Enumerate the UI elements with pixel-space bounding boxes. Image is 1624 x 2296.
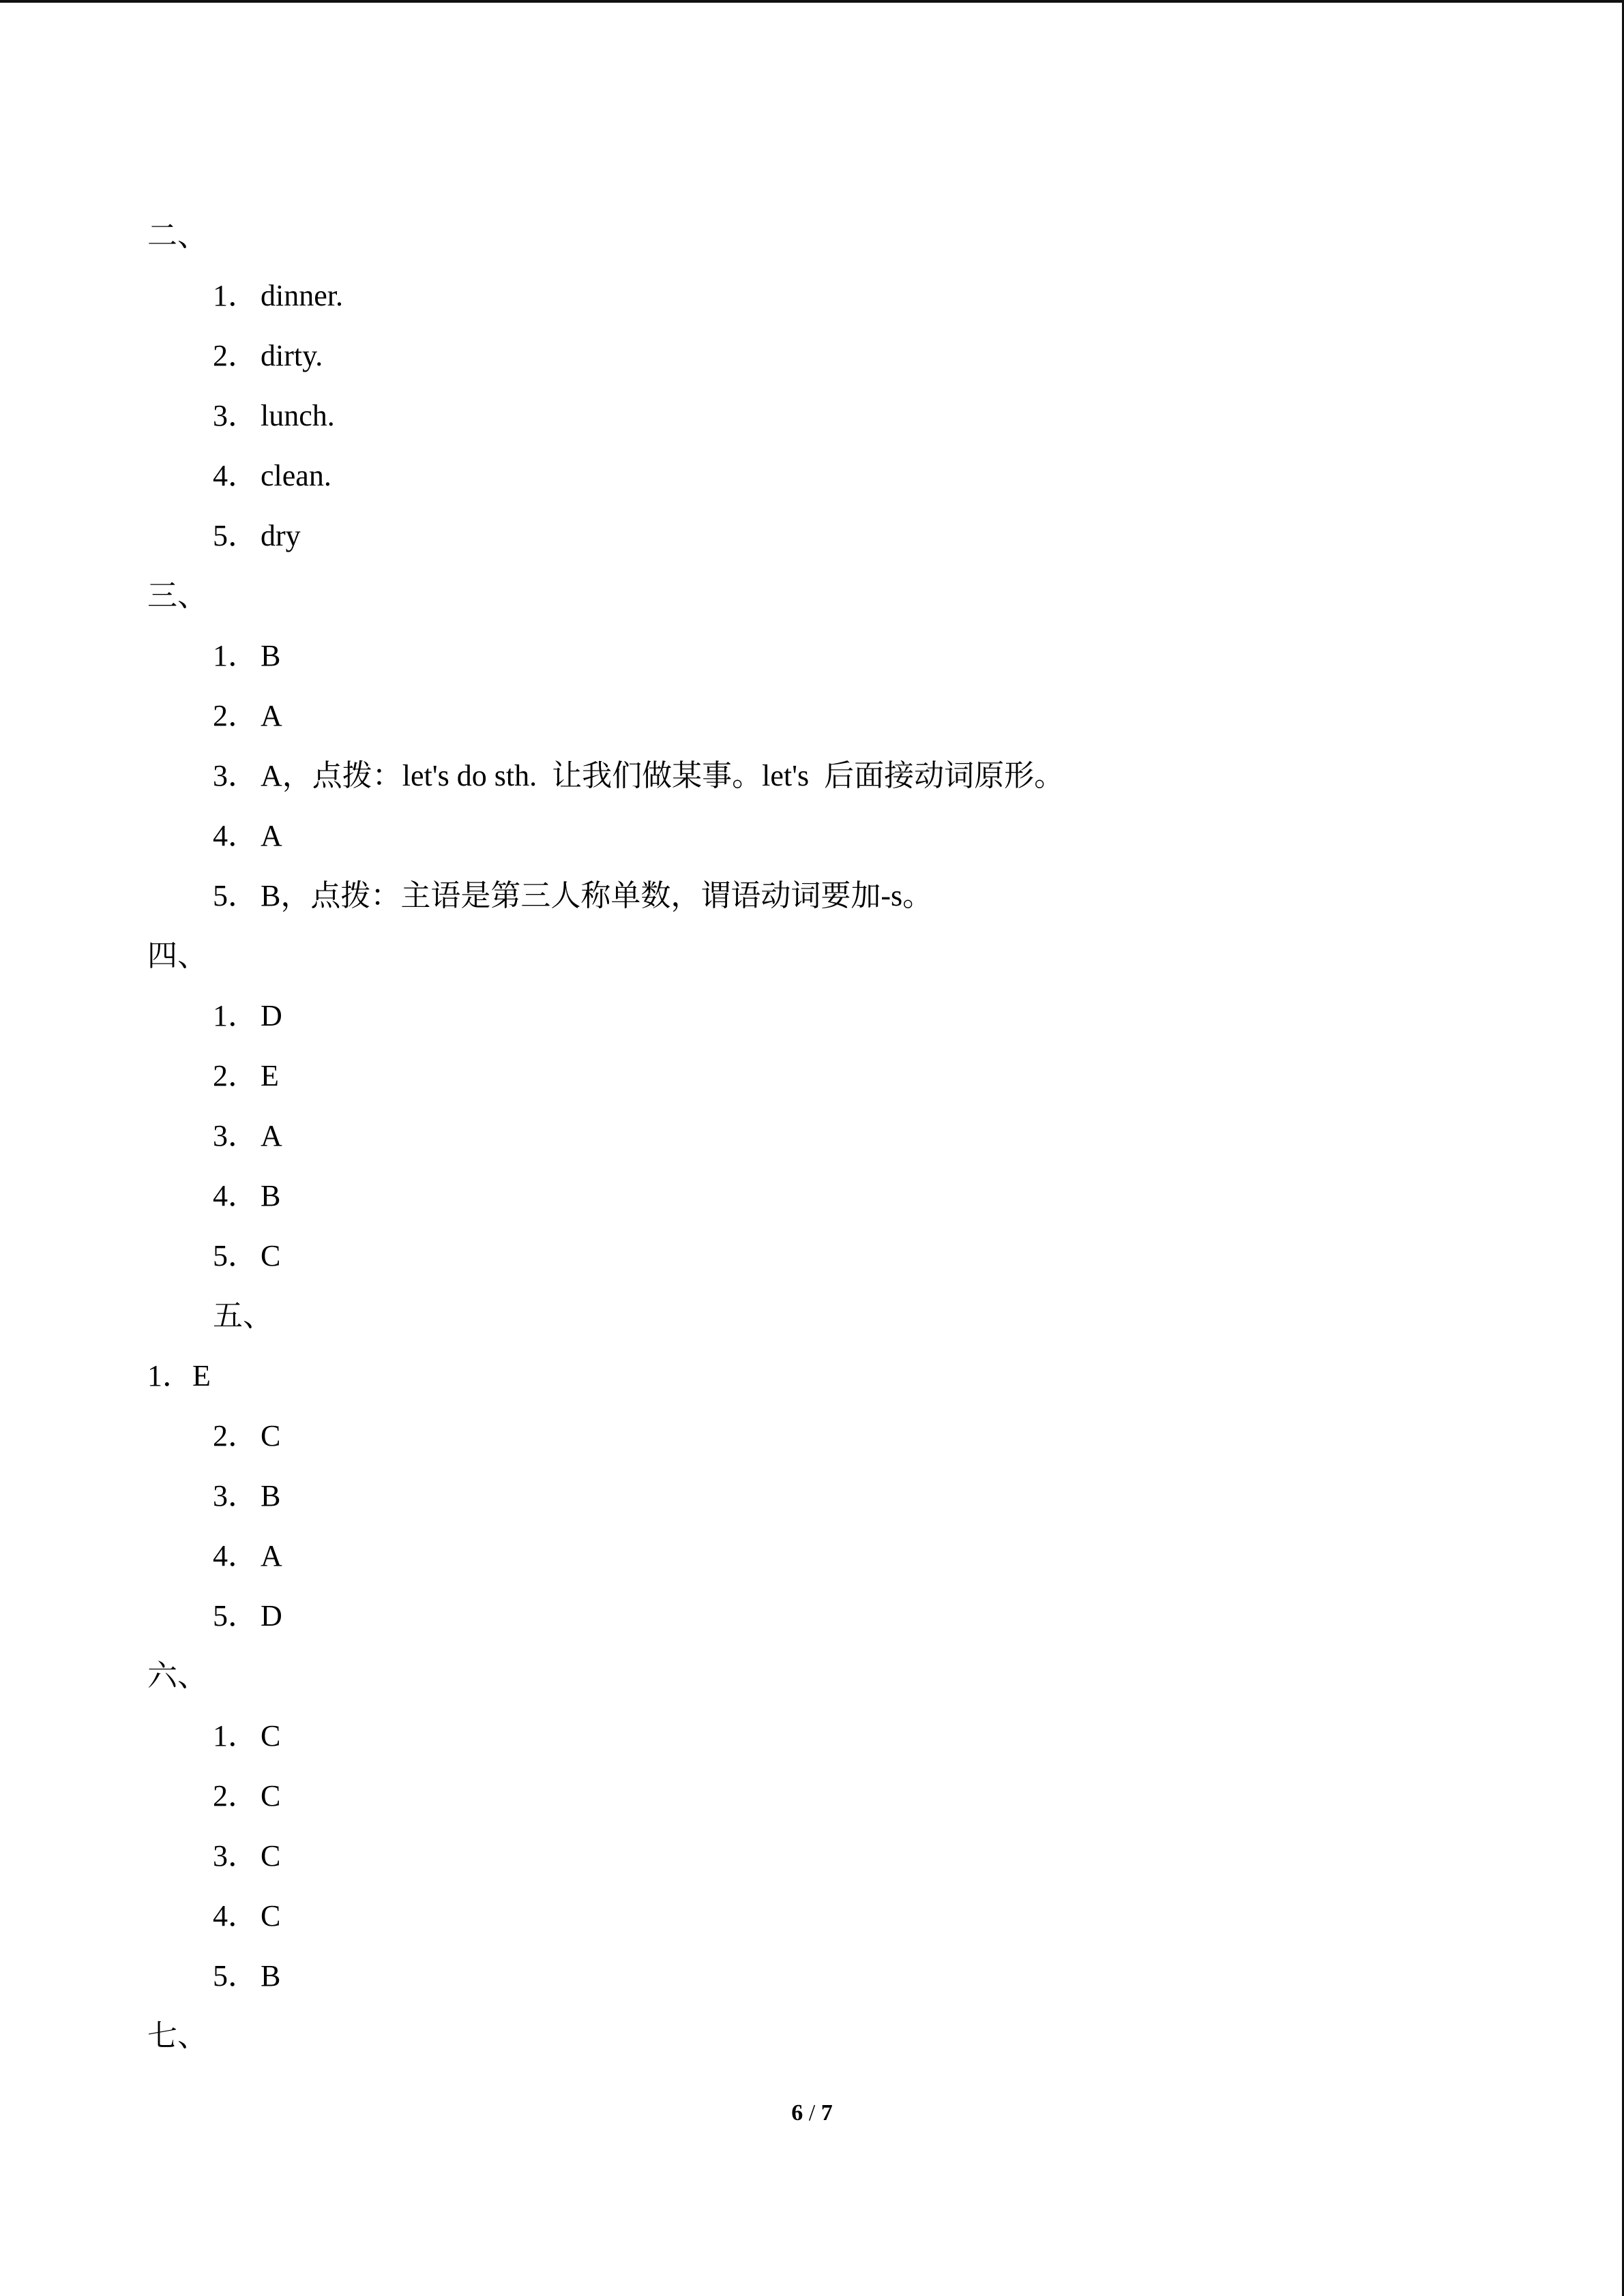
item-number: 3． bbox=[213, 1119, 258, 1152]
item-answer: B bbox=[261, 1479, 281, 1512]
item-answer: A bbox=[261, 1539, 282, 1572]
item-number: 5． bbox=[213, 1239, 258, 1272]
item-answer: B bbox=[261, 639, 281, 672]
answer-item bbox=[213, 457, 331, 495]
answer-item bbox=[213, 517, 301, 555]
item-answer: B bbox=[261, 1179, 281, 1212]
item-answer: C bbox=[261, 1239, 281, 1272]
item-number: 3． bbox=[213, 1839, 258, 1873]
item-answer: C bbox=[261, 1899, 281, 1933]
answer-item bbox=[213, 337, 323, 375]
item-number: 5． bbox=[213, 1599, 258, 1632]
answer-item-with-hint bbox=[213, 757, 1064, 795]
answer-item bbox=[213, 277, 343, 315]
answer-item bbox=[213, 637, 280, 675]
item-answer: clean. bbox=[261, 459, 331, 492]
item-number: 2． bbox=[213, 339, 258, 372]
answer-item bbox=[213, 1597, 282, 1635]
item-number: 3． bbox=[213, 759, 258, 792]
item-answer: dinner. bbox=[261, 279, 343, 312]
item-number: 4． bbox=[213, 1539, 258, 1572]
answer-item bbox=[213, 1957, 280, 1995]
item-number: 3． bbox=[213, 1479, 258, 1512]
item-answer: D bbox=[261, 1599, 282, 1632]
answer-item bbox=[213, 1897, 280, 1935]
item-number: 4． bbox=[213, 819, 258, 852]
answer-item bbox=[213, 1117, 282, 1155]
page-number bbox=[0, 2100, 1624, 2126]
section-heading-5: 五、 bbox=[213, 1299, 273, 1332]
item-answer: B bbox=[261, 1959, 281, 1993]
answer-item bbox=[213, 1177, 280, 1215]
item-number: 1． bbox=[213, 1719, 258, 1753]
item-number: 1． bbox=[213, 279, 258, 312]
answer-item bbox=[147, 1357, 211, 1395]
page-top-border bbox=[0, 0, 1624, 3]
section-heading-2: 二、 bbox=[147, 219, 207, 252]
item-number: 4． bbox=[213, 459, 258, 492]
answer-item bbox=[213, 697, 282, 735]
answer-item bbox=[213, 397, 335, 435]
section-heading-3: 三、 bbox=[147, 579, 207, 612]
item-answer: E bbox=[261, 1059, 279, 1092]
answer-item bbox=[213, 1777, 280, 1815]
item-answer: A bbox=[261, 819, 282, 852]
item-answer: A，点拨：let's do sth. 让我们做某事。let's 后面接动词原形。 bbox=[261, 759, 1065, 792]
section-heading-6: 六、 bbox=[147, 1659, 207, 1693]
answer-item bbox=[213, 1537, 282, 1575]
page-current: 6 bbox=[791, 2100, 803, 2126]
section-heading-7: 七、 bbox=[147, 2019, 207, 2053]
answer-item-with-hint bbox=[213, 877, 932, 915]
item-answer: E bbox=[192, 1359, 211, 1392]
answer-item bbox=[213, 1417, 280, 1455]
item-answer: C bbox=[261, 1839, 281, 1873]
answer-item bbox=[213, 1837, 280, 1875]
answer-item bbox=[213, 1717, 280, 1755]
item-number: 2． bbox=[213, 1779, 258, 1813]
item-answer: A bbox=[261, 1119, 282, 1152]
answer-item bbox=[213, 1057, 279, 1095]
item-number: 4． bbox=[213, 1179, 258, 1212]
item-number: 5． bbox=[213, 879, 258, 912]
answer-item bbox=[213, 817, 282, 855]
item-answer: D bbox=[261, 999, 282, 1032]
item-answer: lunch. bbox=[261, 399, 335, 432]
item-number: 3． bbox=[213, 399, 258, 432]
item-number: 1． bbox=[147, 1359, 192, 1392]
item-number: 2． bbox=[213, 699, 258, 732]
item-number: 1． bbox=[213, 639, 258, 672]
item-number: 1． bbox=[213, 999, 258, 1032]
item-number: 2． bbox=[213, 1059, 258, 1092]
item-answer: A bbox=[261, 699, 282, 732]
page-total: 7 bbox=[821, 2100, 833, 2126]
item-number: 5． bbox=[213, 519, 258, 552]
item-answer: C bbox=[261, 1719, 281, 1753]
answer-item bbox=[213, 1477, 280, 1515]
item-number: 4． bbox=[213, 1899, 258, 1933]
page-separator: / bbox=[808, 2100, 816, 2126]
item-answer: dry bbox=[261, 519, 301, 552]
answer-item bbox=[213, 997, 282, 1035]
item-number: 5． bbox=[213, 1959, 258, 1993]
item-number: 2． bbox=[213, 1419, 258, 1452]
item-answer: C bbox=[261, 1779, 281, 1813]
item-answer: C bbox=[261, 1419, 281, 1452]
section-heading-4: 四、 bbox=[147, 939, 207, 972]
answer-item bbox=[213, 1237, 280, 1275]
item-answer: dirty. bbox=[261, 339, 323, 372]
item-answer: B，点拨：主语是第三人称单数，谓语动词要加-s。 bbox=[261, 879, 933, 912]
